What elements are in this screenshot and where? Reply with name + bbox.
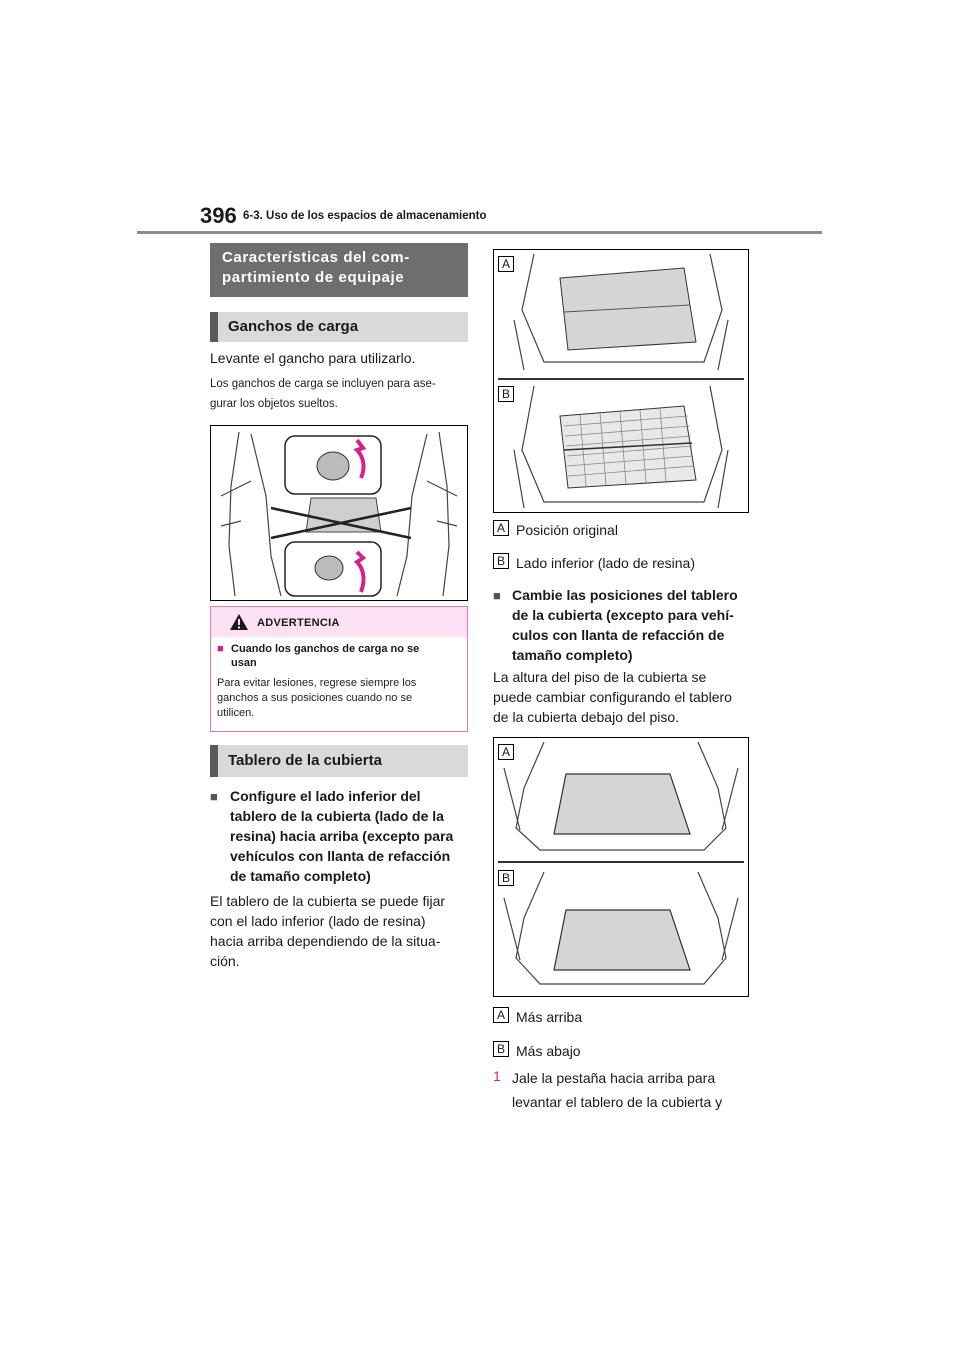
warning-header (211, 607, 467, 637)
configure-line: resina) hacia arriba (excepto para (230, 828, 454, 844)
step-line: levantar el tablero de la cubierta y (512, 1094, 723, 1110)
note-line: gurar los objetos sueltos. (210, 398, 338, 410)
figure-label-a: A (498, 744, 514, 760)
change-line: culos con llanta de refacción de (512, 627, 725, 643)
configure-line: Configure el lado inferior del (230, 788, 421, 804)
note-line: Los ganchos de carga se incluyen para ase- (210, 378, 436, 390)
paragraph-line: ción. (210, 953, 240, 969)
warning-subtitle (231, 642, 461, 670)
page-number: 396 (200, 203, 237, 228)
change-heading (512, 585, 762, 665)
legend-label-b: B (493, 1041, 509, 1057)
figure-label-b: B (498, 870, 514, 886)
figure-label-b: B (498, 386, 514, 402)
warning-body-line: utilicen. (217, 707, 255, 719)
section-title-line: partimiento de equipaje (222, 269, 405, 286)
configure-heading (230, 786, 470, 886)
configure-line: de tamaño completo) (230, 868, 371, 884)
height-paragraph (493, 667, 763, 727)
paragraph-line: con el lado inferior (lado de resina) (210, 913, 426, 929)
legend-lower: Más abajo (516, 1043, 581, 1059)
chapter-title: 6-3. Uso de los espacios de almacenamiento (243, 210, 487, 222)
figure-label-a: A (498, 256, 514, 272)
board-height-drawing (494, 738, 748, 996)
paragraph-line: El tablero de la cubierta se puede fijar (210, 893, 446, 909)
section-title-line: Características del com- (222, 249, 410, 266)
warning-body-line: Para evitar lesiones, regrese siempre los (217, 677, 417, 689)
bullet-icon: ■ (493, 588, 501, 603)
legend-resin-side: Lado inferior (lado de resina) (516, 555, 695, 571)
subhead-hooks: Ganchos de carga (210, 312, 468, 342)
step-text (512, 1068, 762, 1112)
bullet-icon: ■ (210, 789, 218, 804)
warning-body (217, 676, 461, 721)
configure-line: vehículos con llanta de refacción (230, 848, 451, 864)
change-line: Cambie las posiciones del tablero (512, 587, 738, 603)
warning-title: ADVERTENCIA (257, 617, 340, 629)
change-line: de la cubierta (excepto para vehí- (512, 607, 734, 623)
legend-label-a: A (493, 1007, 509, 1023)
paragraph-line: hacia arriba dependiendo de la situa- (210, 933, 441, 949)
paragraph-line: de la cubierta debajo del piso. (493, 709, 680, 725)
step-number: 1 (493, 1068, 501, 1084)
paragraph-line: puede cambiar configurando el tablero (493, 689, 732, 705)
warning-bullet-icon: ■ (217, 643, 224, 655)
change-line: tamaño completo) (512, 647, 633, 663)
cargo-hooks-drawing (211, 426, 467, 600)
paragraph-line: La altura del piso de la cubierta se (493, 669, 707, 685)
lift-text: Levante el gancho para utilizarlo. (210, 350, 416, 366)
warning-box (210, 606, 468, 732)
legend-label-a: A (493, 520, 509, 536)
header-rule (137, 231, 822, 234)
board-paragraph (210, 891, 470, 971)
step-line: Jale la pestaña hacia arriba para (512, 1070, 716, 1086)
cover-board-sides-drawing (494, 250, 748, 512)
section-title (210, 243, 468, 297)
cover-board-sides-illustration (493, 249, 749, 513)
warning-subtitle-line: Cuando los ganchos de carga no se (231, 643, 420, 655)
legend-label-b: B (493, 553, 509, 569)
warning-subtitle-line: usan (231, 657, 257, 669)
cargo-hooks-illustration (210, 425, 468, 601)
board-height-illustration (493, 737, 749, 997)
subhead-cover-board: Tablero de la cubierta (210, 745, 468, 777)
warning-triangle-icon (229, 613, 249, 631)
warning-body-line: ganchos a sus posiciones cuando no se (217, 692, 413, 704)
legend-original-position: Posición original (516, 522, 618, 538)
configure-line: tablero de la cubierta (lado de la (230, 808, 444, 824)
legend-higher: Más arriba (516, 1009, 583, 1025)
